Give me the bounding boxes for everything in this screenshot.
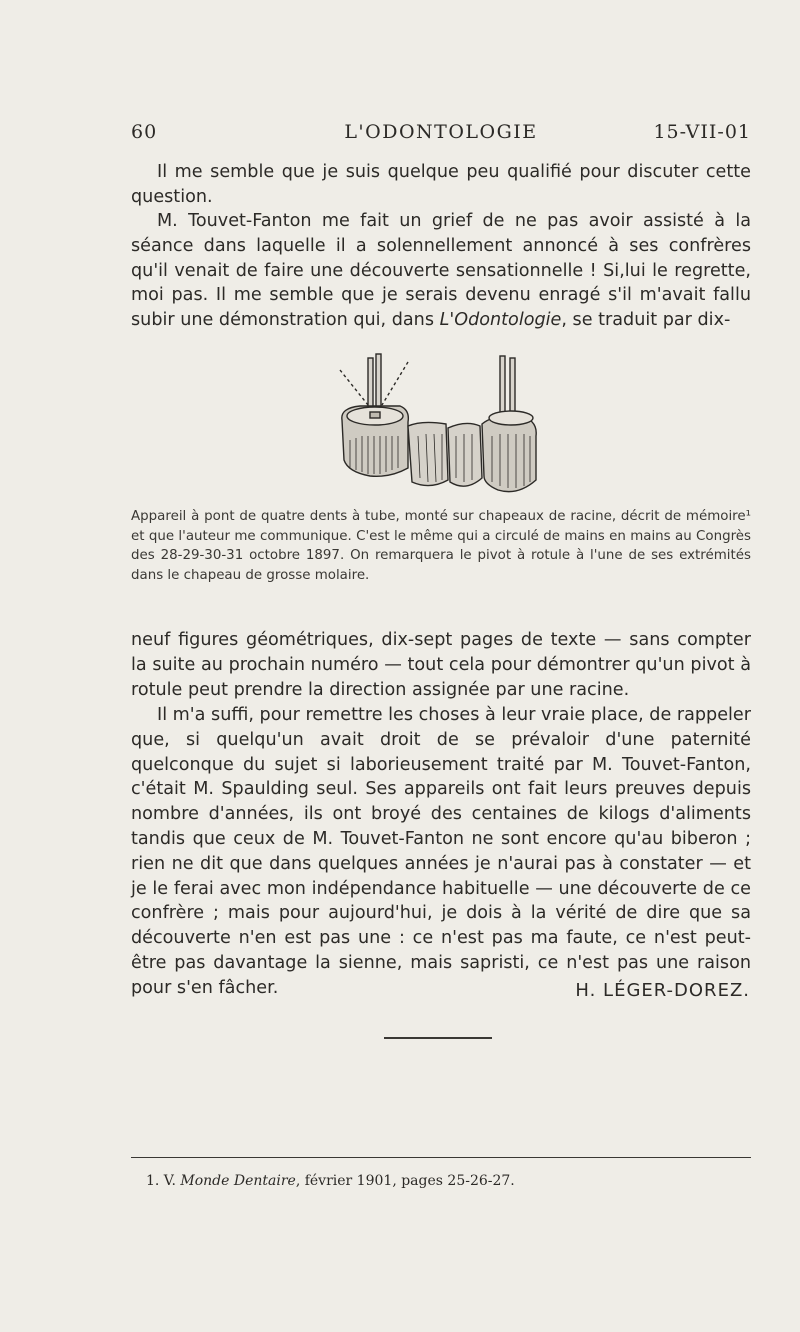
page-number: 60 — [131, 121, 158, 143]
paragraph-4-text: Il m'a suffi, pour remettre les choses à leur vraie place, de rappeler que, si quelqu'un avait droit de se prévaloir d'une paternité quelconque du sujet si laborieusement traité par M. Touvet-Fanton, c'était M. Spaulding seul. Ses appareils ont fait leurs preuves depuis nombre d'années, ils ont broyé des centaines de kilogs d'aliments tandis que ceux de M. Touvet-Fanton ne sont encore qu'au biberon ; rien ne dit que dans quelques années je n'aurai pas à constater — et je le ferai avec mon indépendance habituelle — une découverte de ce confrère ; mais pour aujourd'hui, je dois à la vérité de dire que sa découverte n'en est pas une : ce n'est pas ma faute, ce n'est peut-être pas davantage la sienne, mais sapristi, ce n'est pas une raison pour s'en fâcher. — [131, 705, 751, 998]
running-header — [131, 121, 751, 151]
paragraph-1-text: Il me semble que je suis quelque peu qualifié pour discuter cette question. — [131, 162, 751, 207]
footnote-rule — [131, 1157, 751, 1158]
paragraph-1 — [131, 160, 751, 210]
paragraph-2-text: M. Touvet-Fanton me fait un grief de ne pas avoir assisté à la séance dans laquelle il a solennellement annoncé à ses confrères qu'il venait de faire une découverte sensationnelle ! Si,lui le regrette, moi pas. Il me semble que je serais devenu enragé s'il m'avait fallu subir une démonstration qui, dans — [131, 211, 751, 331]
journal-name: L'Odontologie — [439, 310, 562, 331]
figure-caption: Appareil à pont de quatre dents à tube, monté sur chapeaux de racine, décrit de mémoire¹ et que l'auteur me communique. C'est le même qui a circulé de mains en mains au Congrès des 28-29-30-31 octobre 1897. On remarquera le pivot à rotule à l'une de ses extrémités dans le chapeau de grosse molaire. — [131, 509, 751, 583]
paragraph-2-end: , se traduit par dix- — [561, 310, 731, 331]
dental-bridge-illustration — [330, 350, 550, 500]
author-signature: H. LÉGER-DOREZ. — [575, 980, 750, 1001]
paragraph-3 — [131, 628, 751, 702]
section-divider — [384, 1037, 492, 1039]
journal-title: L'ODONTOLOGIE — [344, 121, 538, 143]
paragraph-3-text: neuf figures géométriques, dix-sept pages de texte — sans compter la suite au prochain numéro — tout cela pour démontrer qu'un pivot à rotule peut prendre la direction assignée par une racine. — [131, 630, 751, 700]
footnote-journal: Monde Dentaire — [180, 1173, 296, 1189]
footnote-prefix: 1. V. — [146, 1173, 181, 1189]
issue-date: 15-VII-01 — [653, 121, 751, 143]
footnote-suffix: , février 1901, pages 25-26-27. — [295, 1173, 515, 1189]
paragraph-4 — [131, 703, 751, 1001]
paragraph-2 — [131, 209, 751, 333]
footnote — [146, 1173, 515, 1189]
